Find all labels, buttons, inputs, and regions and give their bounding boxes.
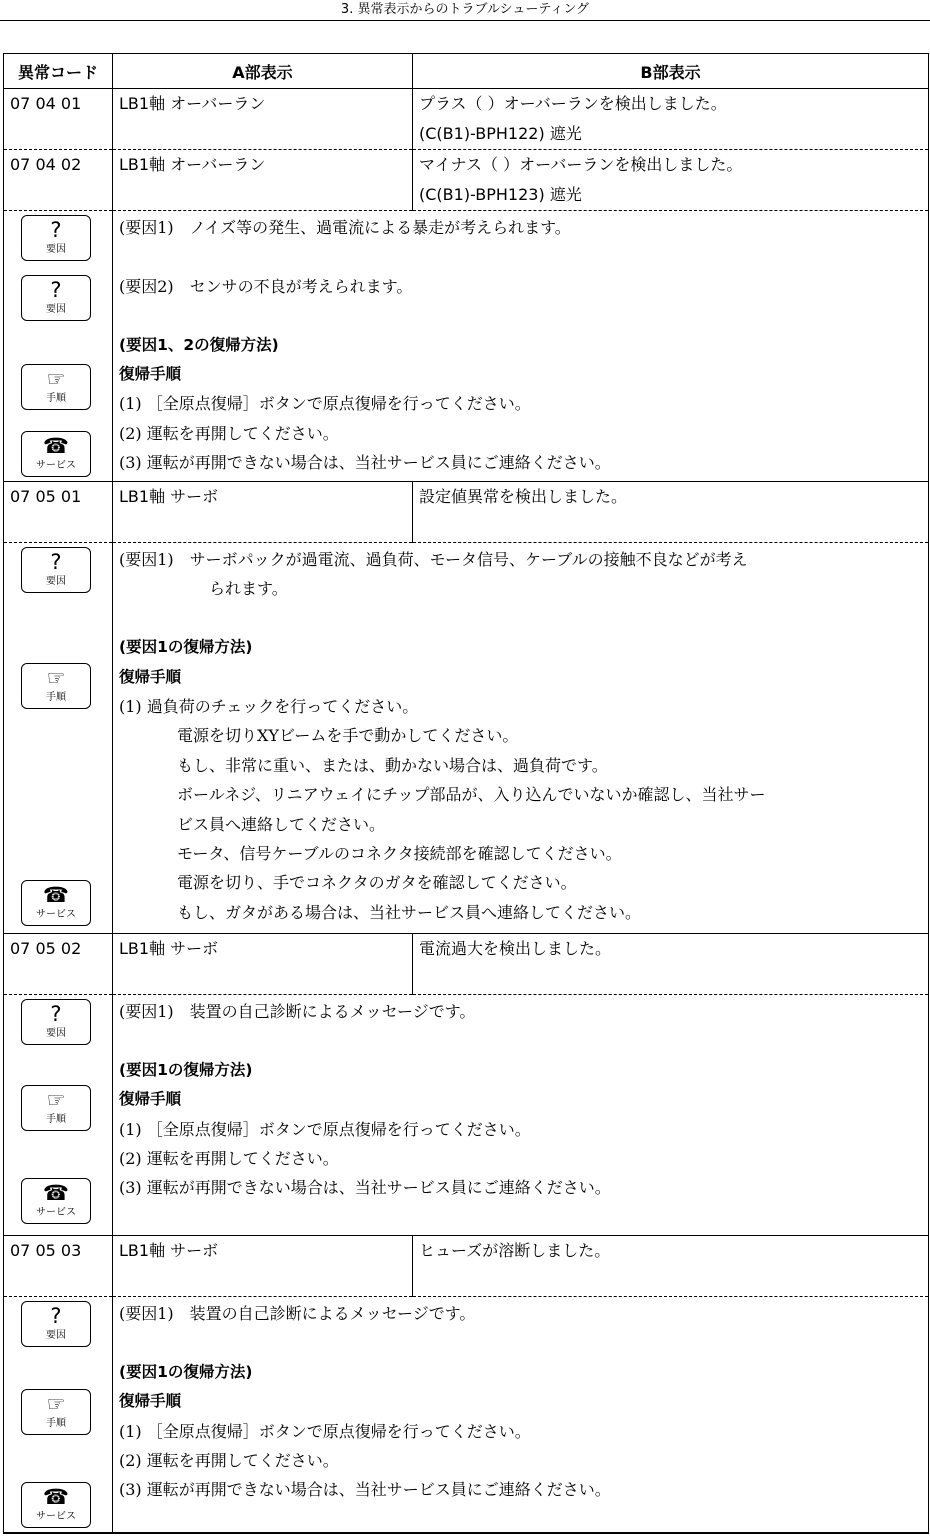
step-text: ビス員へ連絡してください。 xyxy=(177,814,386,834)
recovery-heading: (要因1の復帰方法) xyxy=(119,638,253,657)
a-display: LB1軸 オーバーラン xyxy=(113,89,413,150)
service-icon[interactable]: ☎ サービス xyxy=(21,431,91,477)
details-row xyxy=(4,543,929,934)
error-code: 07 04 02 xyxy=(4,150,113,211)
cause-text: (要因1) サーボパックが過電流、過負荷、モータ信号、ケーブルの接触不良などが考え xyxy=(119,550,748,569)
procedure-heading: 復帰手順 xyxy=(119,1090,182,1109)
step-text: もし、非常に重い、または、動かない場合は、過負荷です。 xyxy=(177,755,608,775)
b-line: (C(B1)-BPH123) 遮光 xyxy=(419,185,582,204)
b-line: ヒューズが溶断しました。 xyxy=(419,1241,611,1260)
step-text: (2) 運転を再開してください。 xyxy=(119,1148,339,1168)
cause-icon[interactable]: ? 要因 xyxy=(21,215,91,261)
cause-text: (要因1) ノイズ等の発生、過電流による暴走が考えられます。 xyxy=(119,218,571,237)
table-row xyxy=(4,89,929,150)
service-icon[interactable]: ☎ サービス xyxy=(21,1178,91,1224)
cause-text: (要因1) 装置の自己診断によるメッセージです。 xyxy=(119,1002,476,1021)
procedure-icon[interactable]: ☞ 手順 xyxy=(21,663,91,709)
step-text: (2) 運転を再開してください。 xyxy=(119,1450,339,1470)
b-line: (C(B1)-BPH122) 遮光 xyxy=(419,124,582,143)
procedure-heading: 復帰手順 xyxy=(119,667,182,686)
recovery-heading: (要因1の復帰方法) xyxy=(119,1362,253,1381)
step-text: (1) ［全原点復帰］ボタンで原点復帰を行ってください。 xyxy=(119,1119,531,1139)
table-header-row xyxy=(4,54,929,89)
cause-text: られます。 xyxy=(209,579,288,599)
cause-icon[interactable]: ? 要因 xyxy=(21,275,91,321)
details-text xyxy=(113,543,929,934)
details-row xyxy=(4,211,929,482)
step-text: (1) ［全原点復帰］ボタンで原点復帰を行ってください。 xyxy=(119,1421,531,1441)
a-display: LB1軸 オーバーラン xyxy=(113,150,413,211)
details-text xyxy=(113,211,929,482)
procedure-icon[interactable]: ☞ 手順 xyxy=(21,364,91,410)
b-display xyxy=(413,1236,929,1297)
details-text xyxy=(113,1297,929,1534)
step-text: モータ、信号ケーブルのコネクタ接続部を確認してください。 xyxy=(177,843,622,863)
b-line: マイナス（ ）オーバーランを検出しました。 xyxy=(419,155,743,174)
b-line: 設定値異常を検出しました。 xyxy=(419,487,628,506)
b-display xyxy=(413,934,929,995)
step-text: (1) ［全原点復帰］ボタンで原点復帰を行ってください。 xyxy=(119,394,531,414)
procedure-heading: 復帰手順 xyxy=(119,364,182,383)
step-text: 電源を切り、手でコネクタのガタを確認してください。 xyxy=(177,873,577,893)
step-text: (1) 過負荷のチェックを行ってください。 xyxy=(119,696,419,716)
procedure-icon[interactable]: ☞ 手順 xyxy=(21,1085,91,1131)
table-row xyxy=(4,482,929,543)
a-display: LB1軸 サーボ xyxy=(113,934,413,995)
step-text: ボールネジ、リニアウェイにチップ部品が、入り込んでいないか確認し、当社サー xyxy=(177,785,766,805)
column-header-code: 異常コード xyxy=(4,54,113,89)
step-text: もし、ガタがある場合は、当社サービス員へ連絡してください。 xyxy=(177,902,642,922)
recovery-heading: (要因1、2の復帰方法) xyxy=(119,335,279,354)
a-display: LB1軸 サーボ xyxy=(113,1236,413,1297)
cause-icon[interactable]: ? 要因 xyxy=(21,999,91,1045)
a-display: LB1軸 サーボ xyxy=(113,482,413,543)
service-icon[interactable]: ☎ サービス xyxy=(21,1482,91,1528)
error-code-table xyxy=(3,53,929,1534)
cause-icon[interactable]: ? 要因 xyxy=(21,547,91,593)
b-display xyxy=(413,482,929,543)
step-text: (3) 運転が再開できない場合は、当社サービス員にご連絡ください。 xyxy=(119,453,611,473)
column-header-a: A部表示 xyxy=(113,54,413,89)
step-text: (3) 運転が再開できない場合は、当社サービス員にご連絡ください。 xyxy=(119,1178,611,1198)
step-text: (3) 運転が再開できない場合は、当社サービス員にご連絡ください。 xyxy=(119,1480,611,1500)
icon-column xyxy=(4,1297,113,1534)
details-text xyxy=(113,995,929,1236)
b-line: 電流過大を検出しました。 xyxy=(419,939,612,958)
step-text: 電源を切りXYビームを手で動かしてください。 xyxy=(177,726,519,746)
details-row xyxy=(4,995,929,1236)
b-display xyxy=(413,150,929,211)
icon-column xyxy=(4,211,113,482)
error-code: 07 05 01 xyxy=(4,482,113,543)
error-code: 07 04 01 xyxy=(4,89,113,150)
details-row xyxy=(4,1297,929,1534)
error-code: 07 05 02 xyxy=(4,934,113,995)
icon-column xyxy=(4,543,113,934)
error-code: 07 05 03 xyxy=(4,1236,113,1297)
table-row xyxy=(4,150,929,211)
procedure-icon[interactable]: ☞ 手順 xyxy=(21,1389,91,1435)
cause-text: (要因2) センサの不良が考えられます。 xyxy=(119,276,413,296)
recovery-heading: (要因1の復帰方法) xyxy=(119,1060,253,1079)
table-row xyxy=(4,934,929,995)
b-line: プラス（ ）オーバーランを検出しました。 xyxy=(419,94,727,113)
service-icon[interactable]: ☎ サービス xyxy=(21,880,91,926)
cause-text: (要因1) 装置の自己診断によるメッセージです。 xyxy=(119,1304,476,1323)
icon-column xyxy=(4,995,113,1236)
column-header-b: B部表示 xyxy=(413,54,929,89)
table-row xyxy=(4,1236,929,1297)
cause-icon[interactable]: ? 要因 xyxy=(21,1301,91,1347)
page-header: 3. 異常表示からのトラブルシューティング xyxy=(0,0,930,21)
b-display xyxy=(413,89,929,150)
procedure-heading: 復帰手順 xyxy=(119,1392,182,1411)
step-text: (2) 運転を再開してください。 xyxy=(119,423,339,443)
